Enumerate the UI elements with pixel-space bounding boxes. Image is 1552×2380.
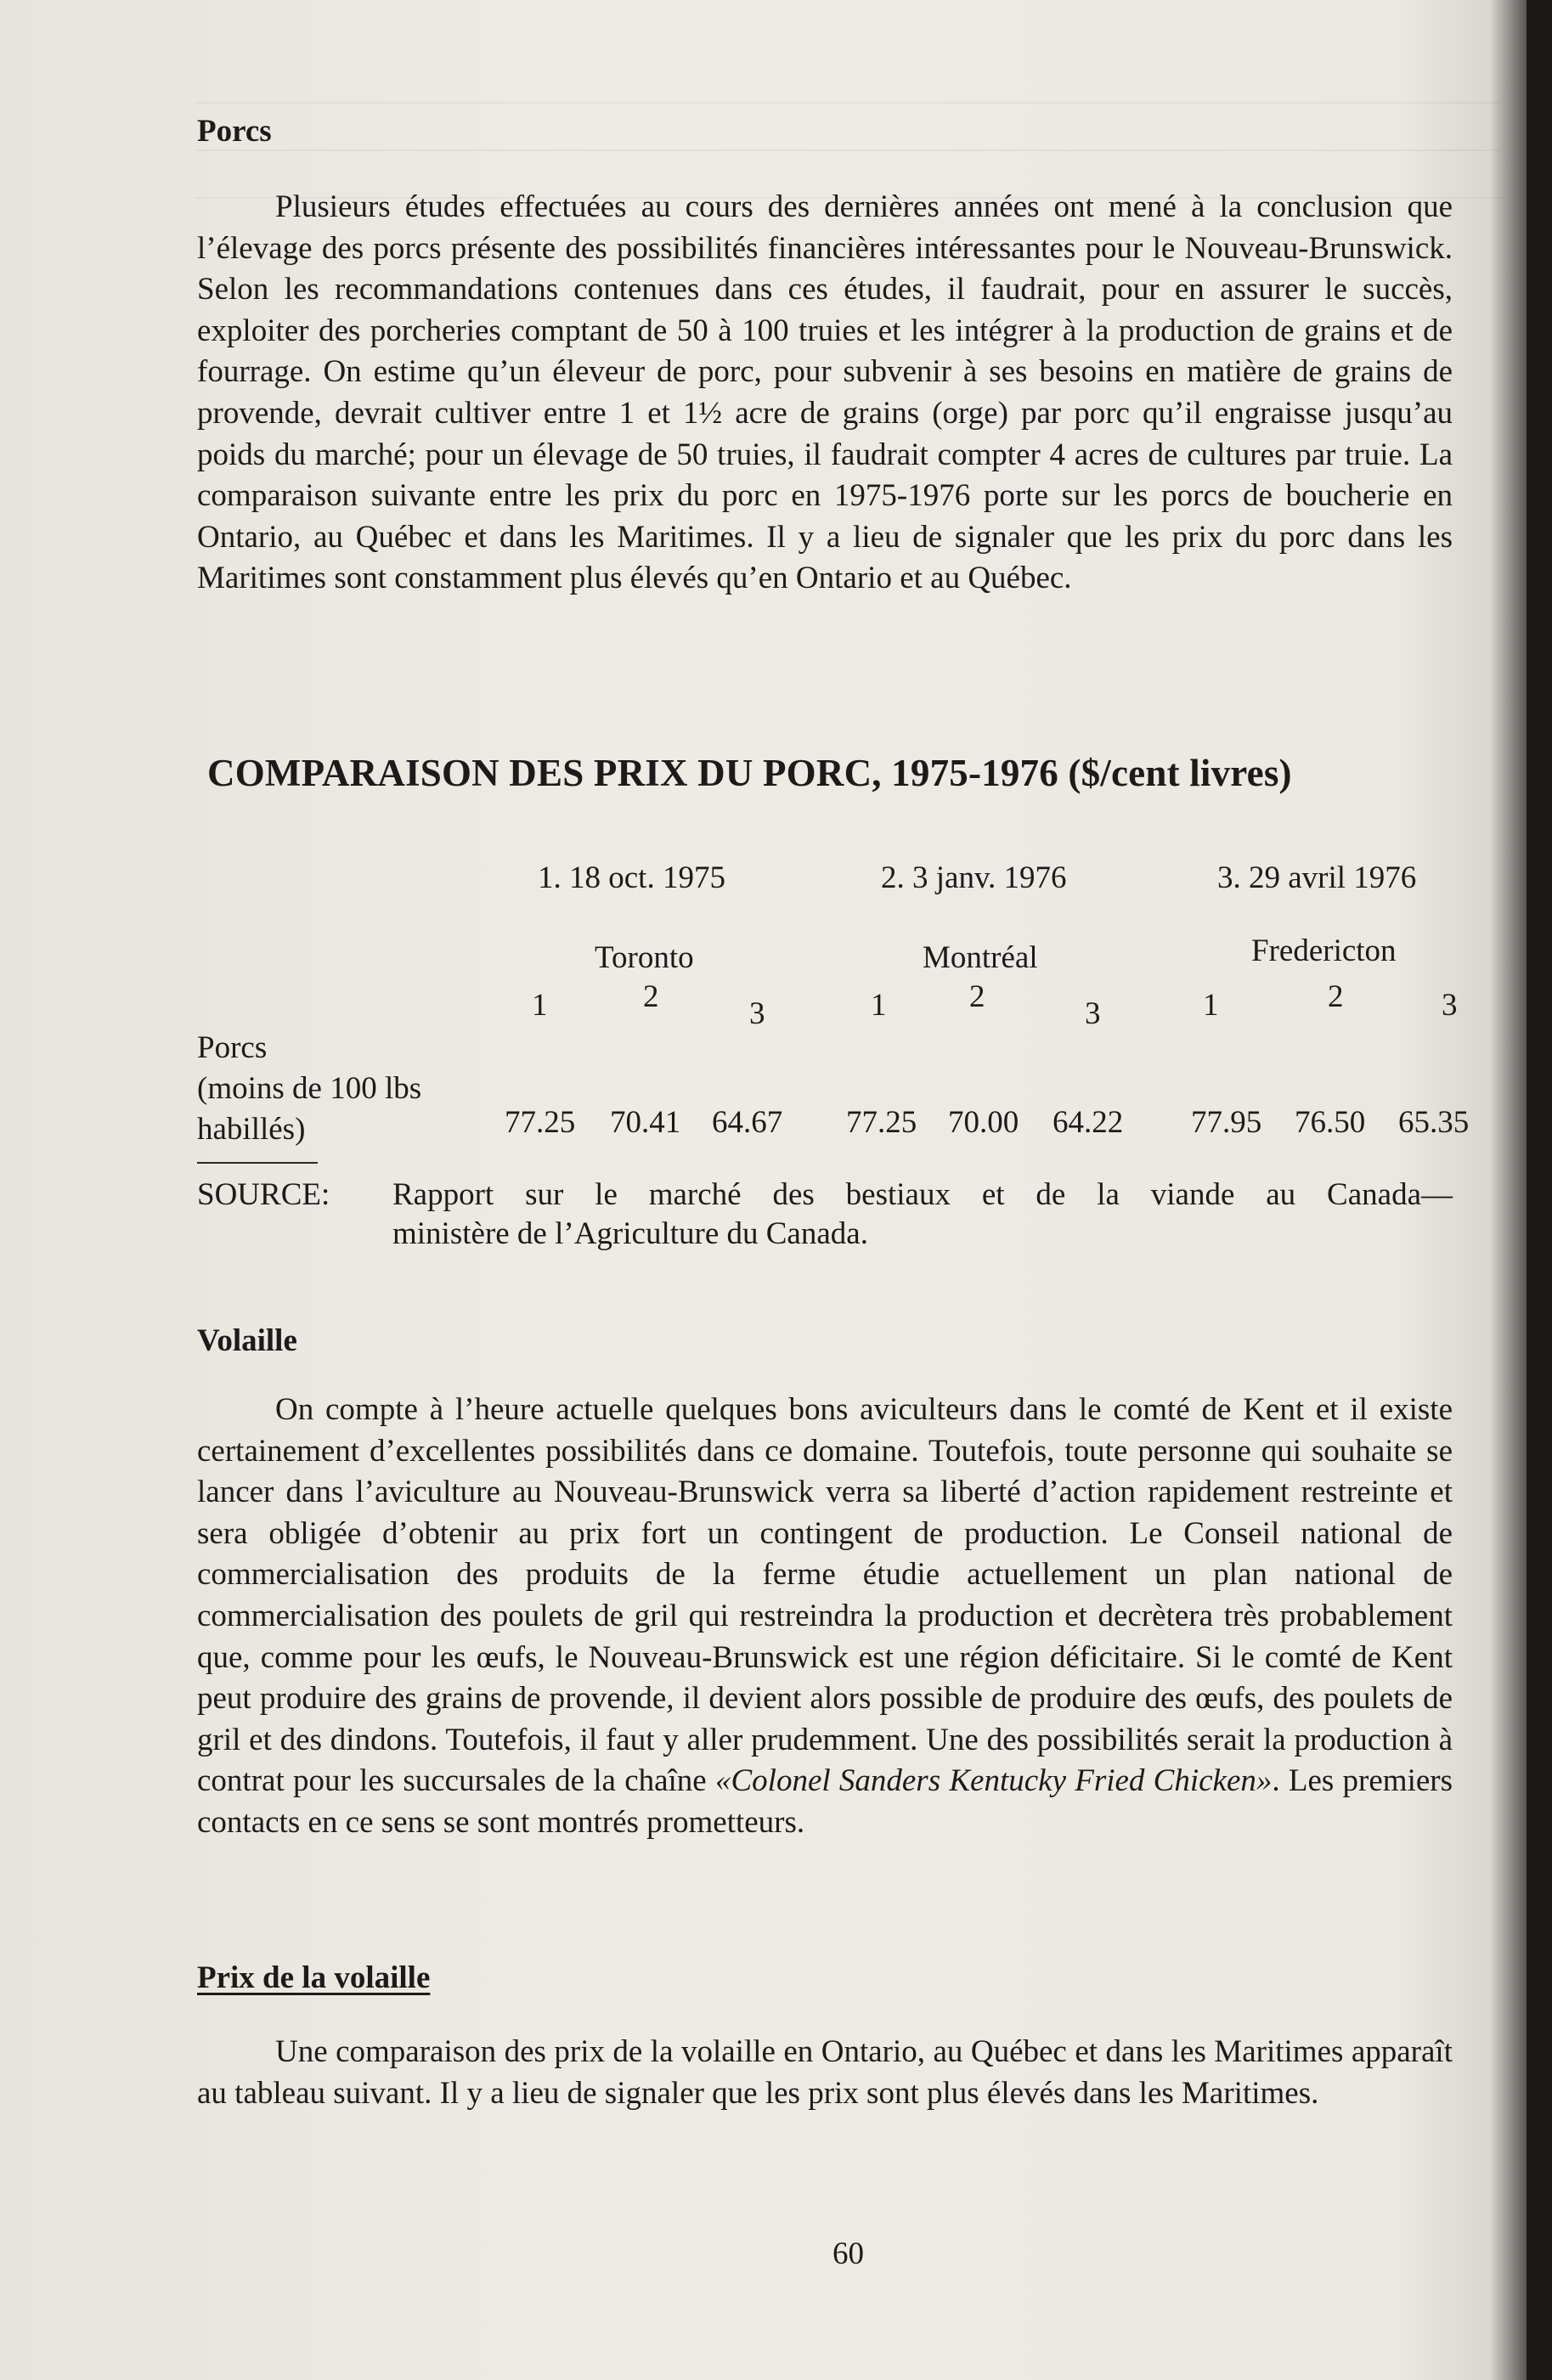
table-date-2: 2. 3 janv. 1976 xyxy=(881,860,1067,895)
poultry-prices-section xyxy=(197,1959,1453,1998)
table-city-toronto: Toronto xyxy=(595,940,694,975)
poultry-paragraph-text-2: . Les premiers contacts en ce sens se sont montrés prometteurs. xyxy=(197,1763,1453,1840)
source-line-1: Rapport sur le marché des bestiaux et de la viande au Canada— xyxy=(392,1177,1453,1212)
poultry-paragraph-block xyxy=(197,1390,1453,1844)
table-subcol-1: 1 xyxy=(871,988,887,1023)
table-city-montreal: Montréal xyxy=(923,940,1038,975)
source-label: SOURCE: xyxy=(197,1177,330,1212)
table-row-label-line3: habillés) xyxy=(197,1112,306,1147)
table-cell-toronto-3: 64.67 xyxy=(712,1105,783,1140)
table-cell-montreal-3: 64.22 xyxy=(1053,1105,1124,1140)
page-number: 60 xyxy=(832,2236,864,2271)
table-cell-fredericton-3: 65.35 xyxy=(1398,1105,1470,1140)
table-cell-toronto-2: 70.41 xyxy=(610,1105,681,1140)
table-subcol-3: 3 xyxy=(749,996,765,1031)
poultry-prices-paragraph: Une comparaison des prix de la volaille en Ontario, au Québec et dans les Maritimes apparaît au tableau suivant. Il y a lieu de signaler que les prix sont plus élevés dans les Maritimes. xyxy=(197,2034,1453,2111)
table-cell-toronto-1: 77.25 xyxy=(505,1105,576,1140)
poultry-paragraph-italic: «Colonel Sanders Kentucky Fried Chicken» xyxy=(714,1763,1273,1799)
table-cell-fredericton-2: 76.50 xyxy=(1295,1105,1366,1140)
pork-heading: Porcs xyxy=(197,114,272,149)
poultry-paragraph xyxy=(197,1390,1453,1844)
table-subcol-1: 1 xyxy=(1203,988,1219,1023)
table-rule xyxy=(197,1162,318,1164)
table-cell-montreal-2: 70.00 xyxy=(948,1105,1019,1140)
pork-paragraph-block xyxy=(197,187,1453,600)
table-subcol-2: 2 xyxy=(643,979,659,1014)
poultry-prices-paragraph-block xyxy=(197,2032,1453,2114)
table-city-fredericton: Fredericton xyxy=(1251,933,1397,968)
pork-paragraph: Plusieurs études effectuées au cours des dernières années ont mené à la conclusion que l’élevage des porcs présente des possibilités financières intéressantes pour le Nouveau-Brunswick. Selon les recommandations contenues dans ces études, il faudrait, pour en assurer le succès, exploiter des porcheries comptant de 50 à 100 truies et les intégrer à la production de grains et de fourrage. On estime qu’un éleveur de porc, pour subvenir à ses besoins en matière de grains de provende, devrait cultiver entre 1 et 1½ acre de grains (orge) par porc qu’il engraisse jusqu’au poids du marché; pour un élevage de 50 truies, il faudrait compter 4 acres de cultures par truie. La comparaison suivante entre les prix du porc en 1975-1976 porte sur les porcs de boucherie en Ontario, au Québec et dans les Maritimes. Il y a lieu de signaler que les prix du porc dans les Maritimes sont constamment plus élevés qu’en Ontario et au Québec. xyxy=(197,189,1453,596)
pork-section xyxy=(197,112,1453,151)
table-subcol-3: 3 xyxy=(1085,996,1101,1031)
table-cell-fredericton-1: 77.95 xyxy=(1191,1105,1262,1140)
poultry-section xyxy=(197,1322,1453,1361)
poultry-paragraph-text-1: On compte à l’heure actuelle quelques bons aviculteurs dans le comté de Kent et il existe certainement d’excellentes possibilités dans ce domaine. Toutefois, toute personne qui souhaite se lancer dans l’aviculture au Nouveau-Brunswick verra sa liberté d’action rapidement restreinte et sera obligée d’obtenir au prix fort un contingent de production. Le Conseil national de commercialisation des produits de la ferme étudie actuellement un plan national de commercialisation des poulets de gril qui restreindra la production et decrètera très probablement que, comme pour les œufs, le Nouveau-Brunswick est une région déficitaire. Si le comté de Kent peut produire des grains de provende, il devient alors possible de produire des œufs, des poulets de gril et des dindons. Toutefois, il faut y aller prudemment. Une des possibilités serait la production à contrat pour les succursales de la chaîne xyxy=(197,1392,1453,1799)
table-title: COMPARAISON DES PRIX DU PORC, 1975-1976 ($/cent livres) xyxy=(207,752,1292,794)
table-date-3: 3. 29 avril 1976 xyxy=(1217,860,1417,895)
table-subcol-2: 2 xyxy=(1328,979,1344,1014)
table-source xyxy=(197,1176,1453,1254)
source-line-2: ministère de l’Agriculture du Canada. xyxy=(392,1216,868,1251)
table-cell-montreal-1: 77.25 xyxy=(846,1105,917,1140)
table-subcol-2: 2 xyxy=(969,979,985,1014)
table-subcol-1: 1 xyxy=(532,988,548,1023)
table-row-label-line1: Porcs xyxy=(197,1030,268,1065)
table-date-1: 1. 18 oct. 1975 xyxy=(538,860,725,895)
binding-edge xyxy=(1527,0,1552,2380)
table-subcol-3: 3 xyxy=(1442,988,1458,1023)
poultry-heading: Volaille xyxy=(197,1323,297,1358)
table-row-label-line2: (moins de 100 lbs xyxy=(197,1071,422,1106)
poultry-prices-heading: Prix de la volaille xyxy=(197,1960,431,1995)
